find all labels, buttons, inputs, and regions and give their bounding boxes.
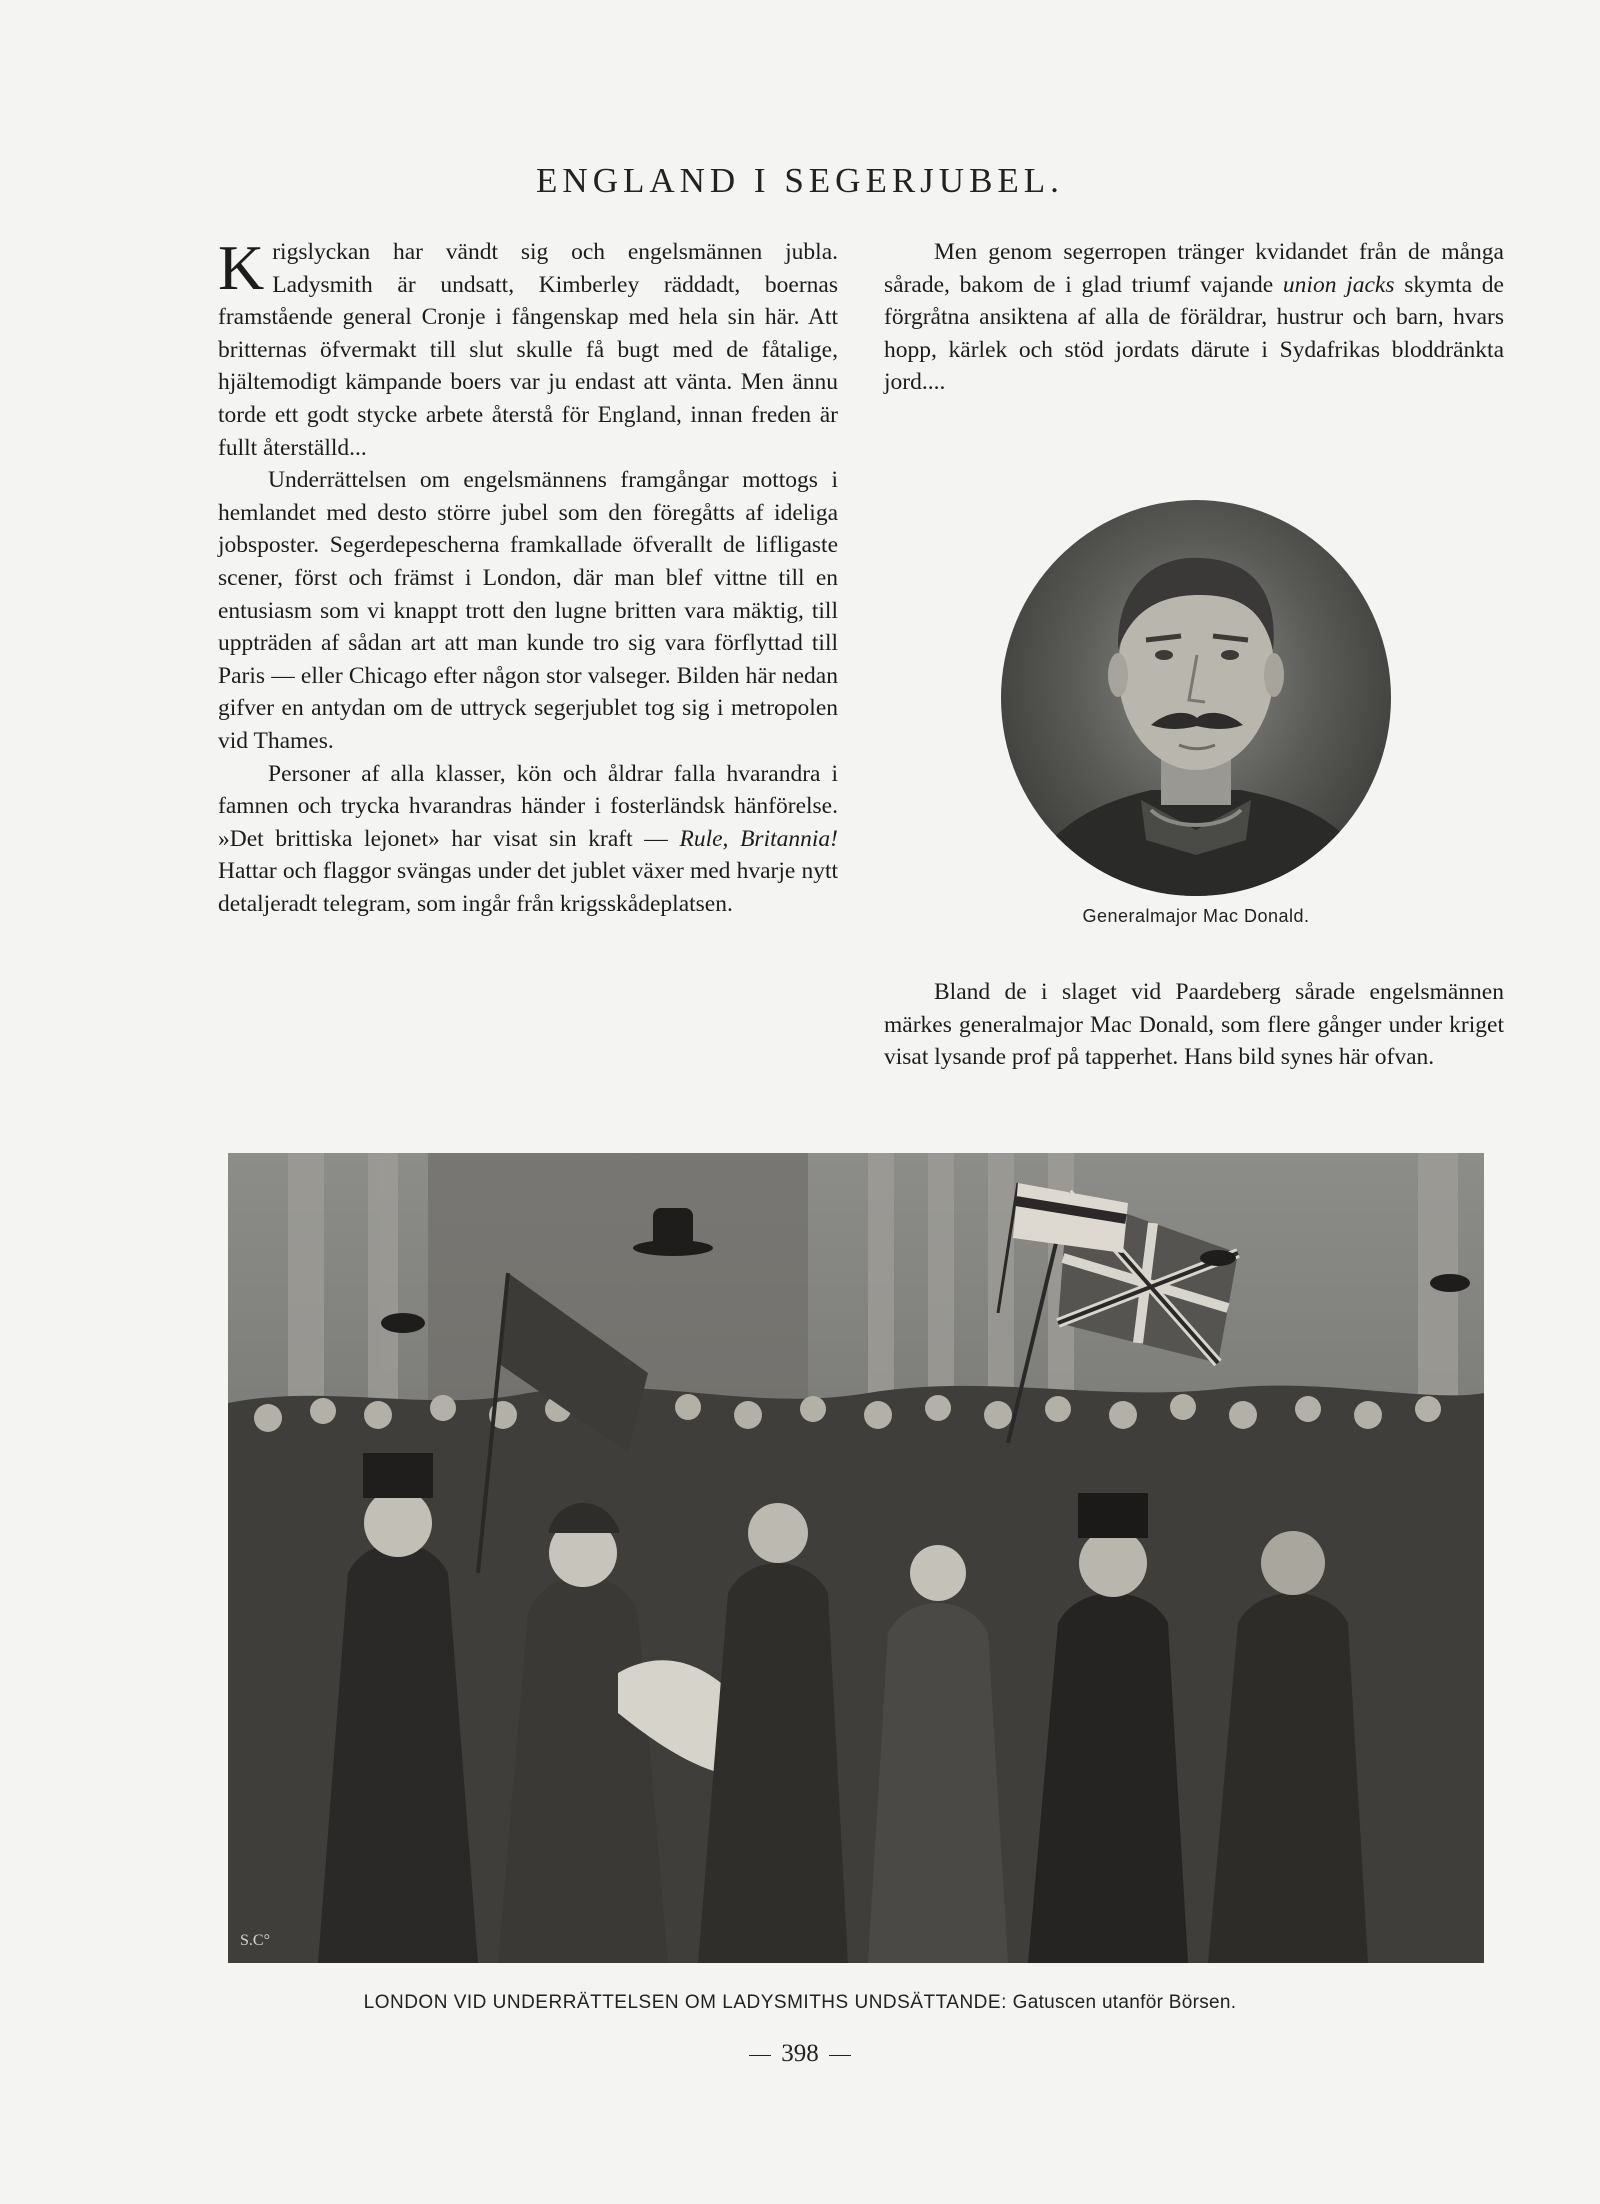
right-column-bottom [884,976,1504,1074]
paragraph-3 [218,758,838,921]
portrait-caption: Generalmajor Mac Donald. [1082,906,1310,926]
page-number-value: 398 [781,2040,819,2067]
drop-cap: K [218,232,265,303]
left-column [218,232,838,920]
crowd-illustration [228,1153,1484,1963]
right-column-top [884,236,1504,399]
page-number-dash-left [749,2055,771,2056]
paragraph-2: Underrättelsen om engelsmännens framgångar mottogs i hemlandet med desto större jubel som den föregåtts af ideliga jobsposter. Segerdepescherna framkallade öfverallt de lifligaste scener, först och främst i London, där man blef vittne till en entusiasm som vi knappt trott den lugne britten vara mäktig, till uppträden af sådan art att man kunde tro sig vara förflyttad till Paris — eller Chicago efter någon stor valseger. Bilden här nedan gifver en antydan om de uttryck segerjublet tog sig i metropolen vid Thames. [218,467,838,754]
rule-britannia-italic: Rule, Britannia! [679,825,838,852]
paragraph-5: Bland de i slaget vid Paardeberg sårade engelsmännen märkes generalmajor Mac Donald, som flere gånger under kriget visat lysande prof på tapperhet. Hans bild synes här ofvan. [884,979,1504,1071]
paragraph-4-text-a: Men genom segerropen tränger kvidandet från de många sårade, bakom de i glad triumf vajande [884,239,1504,298]
caption-subtitle: Gatuscen utanför Börsen. [1012,1992,1237,2013]
union-jacks-italic: union jacks [1282,271,1395,298]
paragraph-3-text-a: Personer af alla klasser, kön och åldrar falla hvarandra i famnen och trycka hvarandras händer i fosterländsk hänförelse. »Det brittiska lejonet» har visat sin kraft — [218,760,838,852]
paragraph-3-text-b: Hattar och flaggor svängas under det jublet växer med hvarje nytt detaljeradt telegram, som ingår från krigsskådeplatsen. [218,858,838,917]
caption-title: LONDON VID UNDERRÄTTELSEN OM LADYSMITHS UNDSÄTTANDE: [363,1992,1007,2013]
crowd-drawing [228,1153,1484,1963]
paragraph-4-text-b: skymta de förgråtna ansiktena af alla de föräldrar, hustrur och barn, hvars hopp, kärlek och stöd jordats därute i Sydafrikas bloddränkta jord.... [884,271,1504,396]
portrait-image [1001,500,1391,896]
illustration-caption [0,1992,1600,2014]
paragraph-4 [884,236,1504,399]
portrait-drawing [1001,500,1391,896]
page-title: ENGLAND I SEGERJUBEL. [536,161,1064,201]
page-number-dash-right [829,2055,851,2056]
artist-signature: S.C° [240,1932,270,1949]
paragraph-1 [218,232,838,464]
paragraph-1-text: rigslyckan har vändt sig och engelsmännen jubla. Ladysmith är undsatt, Kimberley räddadt, boernas framstående general Cronje i fångenskap med hela sin här. Att britternas öfvermakt till slut skulle få bugt med de fåtalige, hjältemodigt kämpande boers var ju endast att vänta. Men ännu torde ett godt stycke arbete återstå för England, innan freden är fullt återställd... [218,239,838,461]
page-number [0,2040,1600,2068]
